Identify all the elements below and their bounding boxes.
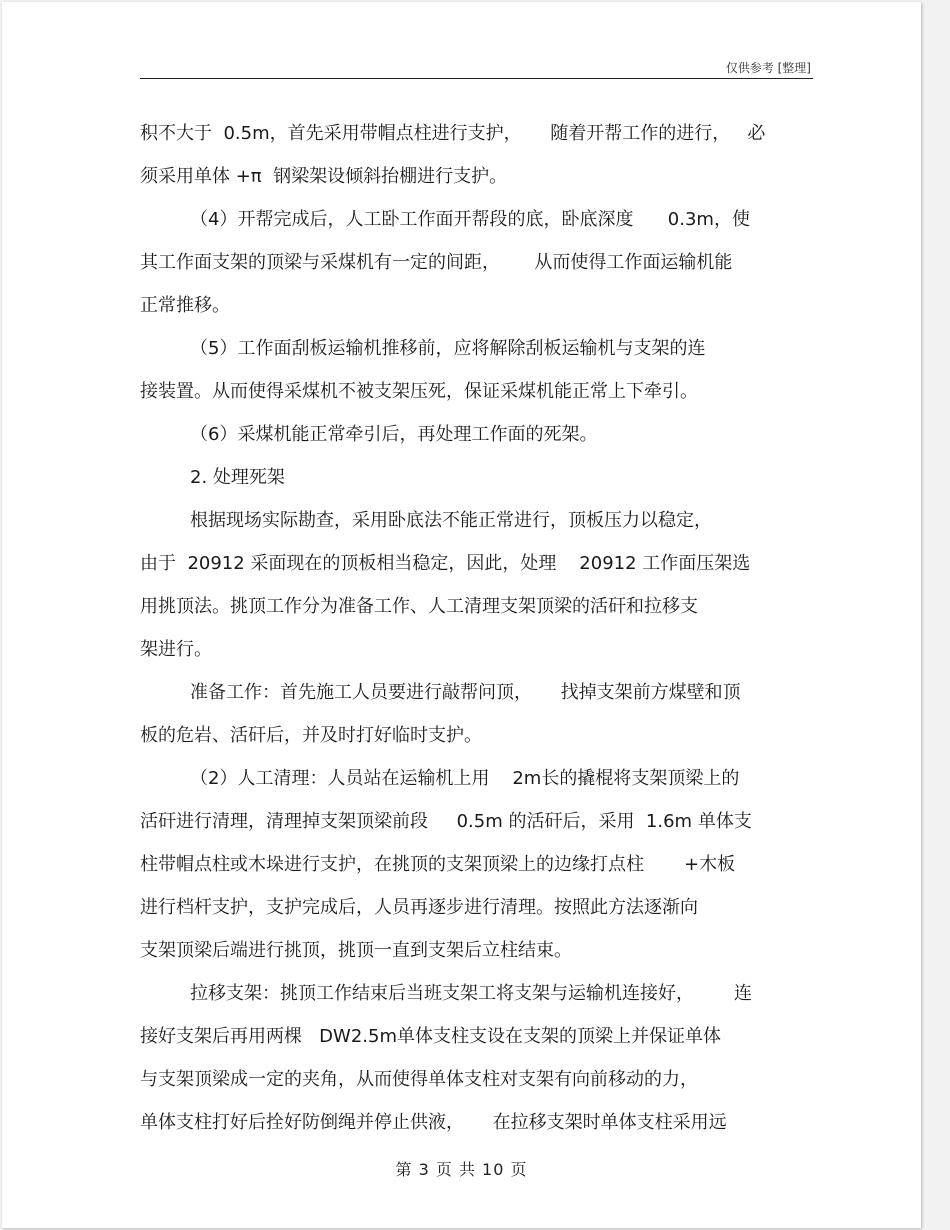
text-line: 准备工作：首先施工人员要进行敲帮问顶， 找掉支架前方煤壁和顶	[190, 682, 741, 703]
page-footer: 第 3 页 共 10 页	[395, 1160, 528, 1179]
text-line: 拉移支架：挑顶工作结束后当班支架工将支架与运输机连接好， 连	[190, 983, 753, 1004]
text-line: 接好支架后再用两棵 DW2.5m单体支柱支设在支架的顶梁上并保证单体	[140, 1026, 721, 1047]
text-line: （5）工作面刮板运输机推移前，应将解除刮板运输机与支架的连	[190, 338, 706, 359]
text-line: 板的危岩、活矸后，并及时打好临时支护。	[140, 725, 482, 746]
text-line: 支架顶梁后端进行挑顶，挑顶一直到支架后立柱结束。	[140, 940, 572, 961]
text-line: 与支架顶梁成一定的夹角，从而使得单体支柱对支架有向前移动的力，	[140, 1069, 698, 1090]
text-line: 用挑顶法。挑顶工作分为准备工作、人工清理支架顶梁的活矸和拉移支	[140, 596, 698, 617]
document-body	[140, 112, 820, 1144]
text-line: 积不大于 0.5m，首先采用带帽点柱进行支护， 随着开帮工作的进行， 必	[140, 123, 766, 144]
text-line: （6）采煤机能正常牵引后，再处理工作面的死架。	[190, 424, 598, 445]
text-line: （2）人工清理：人员站在运输机上用 2m长的撬棍将支架顶梁上的	[190, 768, 740, 789]
text-line: 2. 处理死架	[190, 467, 285, 488]
text-line: 单体支柱打好后拴好防倒绳并停止供液， 在拉移支架时单体支柱采用远	[140, 1112, 727, 1133]
text-line: 正常推移。	[140, 295, 230, 316]
text-line: 由于 20912 采面现在的顶板相当稳定，因此，处理 20912 工作面压架选	[140, 553, 751, 574]
page-header: 仅供参考 [整理]	[725, 61, 811, 75]
document-page	[2, 2, 921, 1228]
text-line: 柱带帽点柱或木垛进行支护，在挑顶的支架顶梁上的边缘打点柱 +木板	[140, 854, 736, 875]
text-line: （4）开帮完成后，人工卧工作面开帮段的底，卧底深度 0.3m，使	[190, 209, 750, 230]
text-line: 活矸进行清理，清理掉支架顶梁前段 0.5m 的活矸后，采用 1.6m 单体支	[140, 811, 752, 832]
text-line: 须采用单体 +π 钢梁架设倾斜抬棚进行支护。	[140, 166, 508, 187]
text-line: 架进行。	[140, 639, 212, 660]
text-line: 其工作面支架的顶梁与采煤机有一定的间距， 从而使得工作面运输机能	[140, 252, 733, 273]
text-line: 进行档杆支护，支护完成后，人员再逐步进行清理。按照此方法逐渐向	[140, 897, 698, 918]
text-line: 根据现场实际勘查，采用卧底法不能正常进行，顶板压力以稳定，	[190, 510, 712, 531]
text-line: 接装置。从而使得采煤机不被支架压死，保证采煤机能正常上下牵引。	[140, 381, 698, 402]
header-rule	[140, 78, 813, 79]
